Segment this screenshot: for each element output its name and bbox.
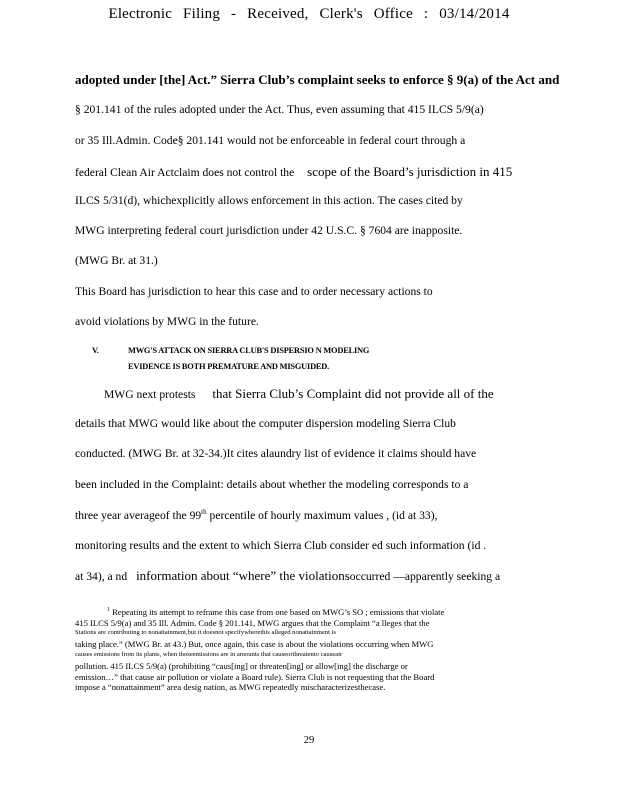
text-span: —apparently seeking a xyxy=(390,570,501,583)
section-title-line: EVIDENCE IS BOTH PREMATURE AND MISGUIDED. xyxy=(128,362,330,371)
page-number: 29 xyxy=(303,735,315,746)
filing-header: Electronic Filing - Received, Clerk's Office : 03/14/2014 xyxy=(108,6,510,22)
section-title-line: MWG'S ATTACK ON SIERRA CLUB'S DISPERSIO N MODELING xyxy=(128,346,370,355)
text-line: This Board has jurisdiction to hear this case and to order necessary actions to xyxy=(75,285,433,298)
footnote-line: impose a “nonattainment” area desig nation, as MWG repeatedly mischaracterizesthecase. xyxy=(75,682,386,693)
text-span: at 34), a nd xyxy=(75,570,128,583)
text-line: monitoring results and the extent to which Sierra Club consider ed such information (id . xyxy=(75,539,487,552)
text-line xyxy=(104,386,494,402)
text-line: MWG interpreting federal court jurisdiction under 42 U.S.C. § 7604 are inapposite. xyxy=(75,224,463,237)
section-number: V. xyxy=(92,346,99,355)
footnote-line: emission…” that cause air pollution or violate a Board rule). Sierra Club is not requesting that the Board xyxy=(75,671,435,682)
text-line xyxy=(75,508,437,522)
footnote-line: 415 ILCS 5/9(a) and 35 Ill. Admin. Code § 201.141, MWG argues that the Complaint “a lleges that the xyxy=(75,617,430,628)
text-line: ILCS 5/31(d), whichexplicitly allows enforcement in this action. The cases cited by xyxy=(75,194,463,207)
text-line xyxy=(75,568,500,584)
footnote-line: taking place.” (MWG Br. at 43.) But, once again, this case is about the violations occurring when MWG xyxy=(75,639,434,650)
text-span: MWG next protests xyxy=(104,388,196,401)
text-line: or 35 Ill.Admin. Code§ 201.141 would not be enforceable in federal court through a xyxy=(75,134,466,147)
text-span: federal Clean Air Actclaim does not control the xyxy=(75,166,295,179)
text-span: Repeating its attempt to reframe this case from one based on MWG’s SO ; emissions that violate xyxy=(110,606,445,617)
footnote-line: causes emissions from its plants, when thoseemissions are in amounts that causeorthreatento causeair xyxy=(75,651,343,659)
footnote-line: Stations are contributing to nonattainment,but it doesnot specifywherethis alleged nonattainment is xyxy=(75,629,336,637)
text-span: occurred xyxy=(349,570,391,583)
superscript: th xyxy=(201,508,207,516)
text-line: (MWG Br. at 31.) xyxy=(75,254,158,267)
text-line: avoid violations by MWG in the future. xyxy=(75,315,259,328)
text-line: § 201.141 of the rules adopted under the Act. Thus, even assuming that 415 ILCS 5/9(a) xyxy=(75,103,484,116)
text-line: conducted. (MWG Br. at 32-34.)It cites alaundry list of evidence it claims should have xyxy=(75,447,477,460)
footnote-line: pollution. 415 ILCS 5/9(a) (prohibiting “caus[ing] or threaten[ing] or allow[ing] the discharge or xyxy=(75,660,408,671)
text-span: scope of the Board’s jurisdiction in 415 xyxy=(307,164,513,179)
footnote-marker: 1 xyxy=(107,607,110,613)
text-span: percentile of hourly maximum values , (id at 33), xyxy=(206,508,438,522)
text-span: three year averageof the 99 xyxy=(75,508,202,522)
footnote xyxy=(75,605,545,693)
text-line: adopted under [the] Act.” Sierra Club’s complaint seeks to enforce § 9(a) of the Act and xyxy=(75,72,560,87)
text-line: details that MWG would like about the computer dispersion modeling Sierra Club xyxy=(75,417,456,430)
text-span: information about “where” the violations xyxy=(136,568,350,583)
text-span: that Sierra Club’s Complaint did not provide all of the xyxy=(212,386,494,401)
text-line xyxy=(75,164,512,180)
footnote-line xyxy=(75,605,545,618)
text-line: been included in the Complaint: details about whether the modeling corresponds to a xyxy=(75,478,469,491)
